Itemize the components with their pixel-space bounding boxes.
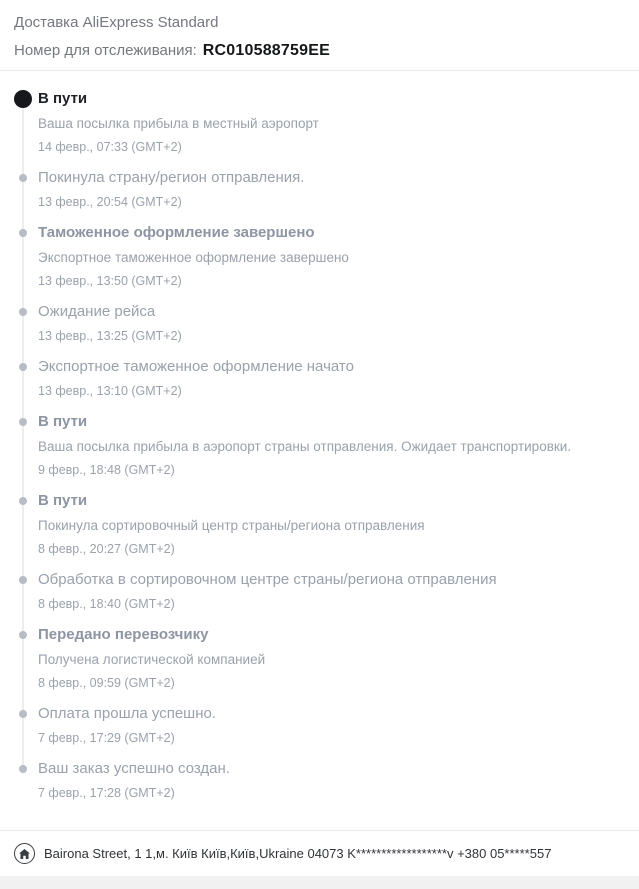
timeline-event <box>14 168 625 211</box>
event-description: Покинула сортировочный центр страны/региона отправления <box>38 518 425 533</box>
event-description: Экспортное таможенное оформление завершено <box>38 250 349 265</box>
address-footer <box>0 830 639 876</box>
timeline-dot <box>19 363 27 371</box>
tracking-row <box>14 40 625 62</box>
timeline-event <box>14 223 625 290</box>
event-title: Ожидание рейса <box>38 303 156 320</box>
tracking-number: RC010588759EE <box>202 42 330 59</box>
event-timestamp: 7 февр., 17:29 (GMT+2) <box>38 731 175 745</box>
timeline-dot <box>19 576 27 584</box>
timeline-dot <box>19 765 27 773</box>
timeline-dot <box>19 229 27 237</box>
event-timestamp: 8 февр., 09:59 (GMT+2) <box>38 676 175 690</box>
event-timestamp: 8 февр., 20:27 (GMT+2) <box>38 542 175 556</box>
timeline-event <box>14 704 625 747</box>
bottom-strip <box>0 876 639 889</box>
event-timestamp: 9 февр., 18:48 (GMT+2) <box>38 463 175 477</box>
timeline-dot <box>19 308 27 316</box>
event-timestamp: 7 февр., 17:28 (GMT+2) <box>38 786 175 800</box>
event-title: В пути <box>38 90 88 107</box>
event-title: В пути <box>38 413 88 430</box>
timeline-dot <box>19 710 27 718</box>
event-timestamp: 13 февр., 13:50 (GMT+2) <box>38 274 182 288</box>
timeline-dot <box>19 631 27 639</box>
event-title: Покинула страну/регион отправления. <box>38 169 305 186</box>
timeline-event <box>14 89 625 156</box>
event-title: Таможенное оформление завершено <box>38 224 315 241</box>
header <box>0 0 639 62</box>
event-title: Оплата прошла успешно. <box>38 705 216 722</box>
event-timestamp: 13 февр., 13:10 (GMT+2) <box>38 384 182 398</box>
event-description: Ваша посылка прибыла в местный аэропорт <box>38 116 319 131</box>
service-title: Доставка AliExpress Standard <box>14 14 219 31</box>
event-title: Экспортное таможенное оформление начато <box>38 358 354 375</box>
event-timestamp: 13 февр., 20:54 (GMT+2) <box>38 195 182 209</box>
tracking-label: Номер для отслеживания: <box>14 42 197 59</box>
event-title: Ваш заказ успешно создан. <box>38 760 230 777</box>
home-icon <box>14 843 35 864</box>
event-description: Ваша посылка прибыла в аэропорт страны отправления. Ожидает транспортировки. <box>38 439 572 454</box>
timeline-dot <box>19 418 27 426</box>
timeline-event <box>14 491 625 558</box>
timeline-event <box>14 412 625 479</box>
event-title: В пути <box>38 492 88 509</box>
timeline-event <box>14 759 625 802</box>
event-title: Передано перевозчику <box>38 626 209 643</box>
event-title: Обработка в сортировочном центре страны/региона отправления <box>38 571 497 588</box>
event-description: Получена логистической компанией <box>38 652 266 667</box>
event-timestamp: 8 февр., 18:40 (GMT+2) <box>38 597 175 611</box>
timeline-dot <box>14 90 32 108</box>
timeline-event <box>14 570 625 613</box>
timeline-event <box>14 302 625 345</box>
event-timestamp: 13 февр., 13:25 (GMT+2) <box>38 329 182 343</box>
timeline-event <box>14 625 625 692</box>
timeline-dot <box>19 174 27 182</box>
address-text: Bairona Street, 1 1,м. Київ Київ,Київ,Ukraine 04073 K******************v +380 05*****557 <box>44 846 552 861</box>
tracking-timeline <box>0 71 639 802</box>
timeline-event <box>14 357 625 400</box>
event-timestamp: 14 февр., 07:33 (GMT+2) <box>38 140 182 154</box>
timeline-dot <box>19 497 27 505</box>
